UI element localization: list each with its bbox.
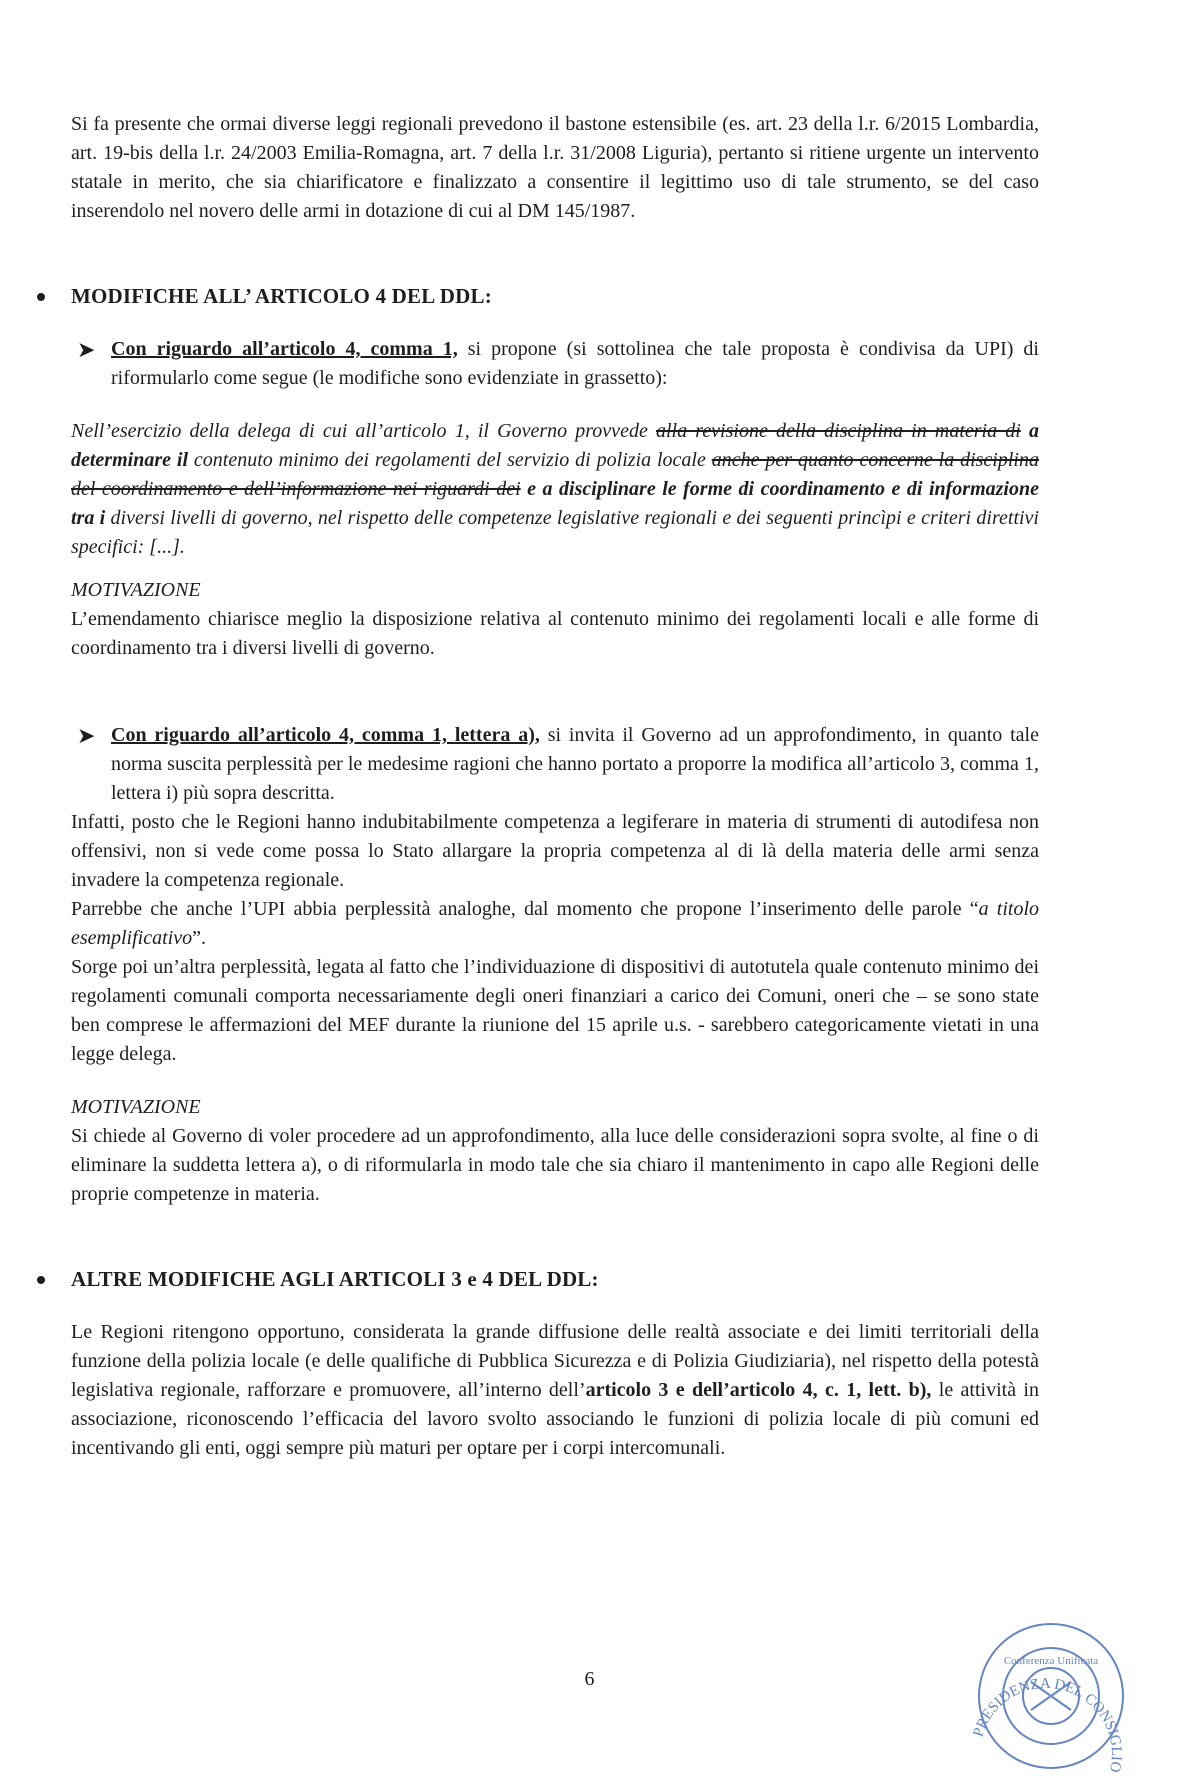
upi-text-pre: Parrebbe che anche l’UPI abbia perplessità analoghe, dal momento che propone l’inserimento delle parole “	[71, 898, 979, 920]
regioni-bold-1: articolo 3	[585, 1379, 669, 1401]
item-lead: Con riguardo all’articolo 4, comma 1, lettera a),	[111, 724, 540, 746]
paragraph-upi	[71, 895, 1039, 953]
official-stamp	[955, 1612, 1137, 1772]
item-text: si invita il Governo ad un approfondimento, in quanto tale norma suscita perplessità per le medesime ragioni che hanno portato a proporre la modifica all’articolo 3, comma 1, lettera i) più sopra descritta.	[111, 724, 1039, 804]
stamp-ring-text: PRESIDENZA DEL CONSIGLIO	[970, 1675, 1125, 1772]
motivazione-text-1: L’emendamento chiarisce meglio la disposizione relativa al contenuto minimo dei regolamenti locali e alle forme di coordinamento tra i diversi livelli di governo.	[71, 608, 1039, 659]
intro-paragraph: Si fa presente che ormai diverse leggi regionali prevedono il bastone estensibile (es. art. 23 della l.r. 6/2015 Lombardia, art. 19-bis della l.r. 24/2003 Emilia-Romagna, art. 7 della l.r. 31/2008 Liguria), pertanto si ritiene urgente un intervento statale in merito, che sia chiarificatore e finalizzato a consentire il legittimo uso di tale strumento, se del caso inserendolo nel novero delle armi in dotazione di cui al DM 145/1987.	[71, 113, 1039, 222]
arrow-bullet-icon: ➤	[77, 723, 96, 748]
quote-text-1: Nell’esercizio della delega di cui all’articolo 1, il Governo provvede	[71, 420, 656, 442]
paragraph-sorge: Sorge poi un’altra perplessità, legata al fatto che l’individuazione di dispositivi di autotutela quale contenuto minimo dei regolamenti comunali comporta necessariamente degli oneri finanziari a carico dei Comuni, oneri che – se sono state ben comprese le affermazioni del MEF durante la riunione del 15 aprile u.s. - sarebbero categoricamente vietati in una legge delega.	[71, 956, 1039, 1065]
section-heading-altre-modifiche	[71, 1265, 1039, 1294]
bullet-icon	[37, 293, 45, 301]
quote-deleted-1: alla revisione della disciplina in materia di	[655, 420, 1021, 442]
quote-deleted-2: anche per quanto concerne la disciplina del coordinamento e dell’informazione nei riguardi dei	[71, 449, 1039, 500]
arrow-bullet-icon: ➤	[77, 337, 96, 362]
stamp-inner-text: Conferenza Unificata	[1003, 1655, 1099, 1667]
section-heading-articolo-4	[71, 282, 1039, 311]
regioni-text-2: e	[668, 1379, 692, 1401]
arrow-item-lettera-a	[71, 721, 1039, 808]
arrow-item-comma-1	[71, 335, 1039, 393]
bullet-icon	[37, 1276, 45, 1284]
motivazione-label-2: MOTIVAZIONE	[71, 1096, 201, 1118]
paragraph-infatti: Infatti, posto che le Regioni hanno indubitabilmente competenza a legiferare in materia di strumenti di autodifesa non offensivi, non si vede come possa lo Stato allargare la propria competenza al di là della materia delle armi senza invadere la competenza regionale.	[71, 811, 1039, 891]
quote-text-3: diversi livelli di governo, nel rispetto delle competenze legislative regionali e dei seguenti princìpi e criteri direttivi specifici: [...].	[71, 507, 1039, 558]
item-lead: Con riguardo all’articolo 4, comma 1,	[111, 338, 458, 360]
amendment-quote	[71, 417, 1039, 562]
upi-text-italic: a titolo esemplificativo	[71, 898, 1039, 949]
motivazione-text-2: Si chiede al Governo di voler procedere ad un approfondimento, alla luce delle considerazioni sopra svolte, al fine o di eliminare la suddetta lettera a), o di riformularla in modo tale che sia chiaro il mantenimento in capo alle Regioni delle proprie competenze in materia.	[71, 1125, 1039, 1205]
document-page	[71, 110, 1039, 1463]
regioni-text-1: Le Regioni ritengono opportuno, considerata la grande diffusione delle realtà associate e dei limiti territoriali della funzione della polizia locale (e delle qualifiche di Pubblica Sicurezza e di Polizia Giudiziaria), nel rispetto della potestà legislativa regionale, rafforzare e promuovere, all’interno dell’	[71, 1321, 1039, 1401]
item-text: si propone (si sottolinea che tale proposta è condivisa da UPI) di riformularlo come segue (le modifiche sono evidenziate in grassetto):	[111, 338, 1039, 389]
upi-text-post: ”.	[192, 927, 206, 949]
paragraph-regioni	[71, 1318, 1039, 1463]
regioni-text-3: le attività in associazione, riconoscendo l’efficacia del lavoro svolto associando le funzioni di polizia locale di più comuni ed incentivando gli enti, oggi sempre più maturi per optare per i corpi intercomunali.	[71, 1379, 1039, 1459]
regioni-bold-2: dell’articolo 4, c. 1, lett. b),	[692, 1379, 932, 1401]
page-number: 6	[584, 1668, 595, 1690]
quote-added-2: e a disciplinare le forme di coordinamento e di informazione tra i	[71, 478, 1039, 529]
section-heading-text: ALTRE MODIFICHE AGLI ARTICOLI 3 e 4 DEL DDL:	[71, 1267, 599, 1291]
quote-added-1: a determinare il	[71, 420, 1040, 471]
motivazione-label-1: MOTIVAZIONE	[71, 579, 201, 601]
quote-text-2: contenuto minimo dei regolamenti del servizio di polizia locale	[188, 449, 712, 471]
section-heading-text: MODIFICHE ALL’ ARTICOLO 4 DEL DDL:	[71, 284, 492, 308]
